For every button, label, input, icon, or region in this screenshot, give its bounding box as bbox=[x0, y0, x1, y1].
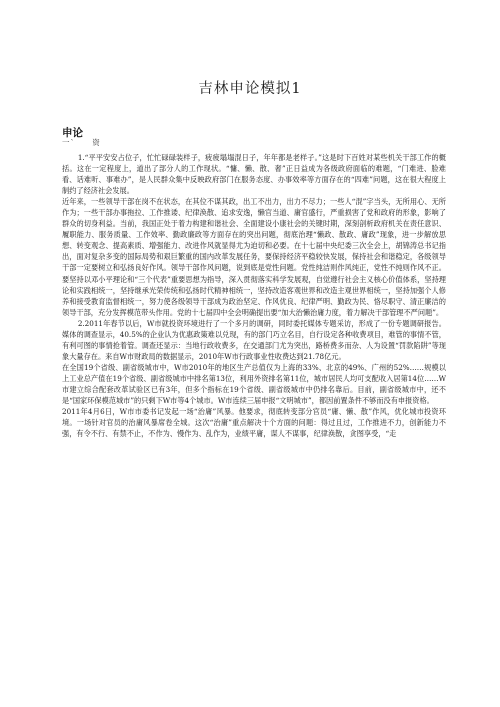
body-text bbox=[62, 152, 446, 439]
paragraph-3: 2.2011年春节以后，W市就投资环境进行了一个多月的调研，同时委托媒体专题采访，形成了一份专题调研报告。媒体的调查显示，40.5%的企业认为优惠政策难以兑现，有的部门巧立名目，自行设定各种收费项目，难管的事情不管，有利可图的事情抢着管。调查还显示：当地行政收费多，在交通部门尤为突出，路桥费多而杂、人为设置“罚款陷阱”等现象大量存在。来自W市财政局的数据显示，2010年W市行政事业性收费达到21.78亿元。 bbox=[62, 318, 446, 361]
paragraph-1: 1.“平平安安占位子，忙忙碌碌装样子，疲疲塌塌混日子，年年都是老样子。”这是时下百姓对某些机关干部工作的概括。这在一定程度上，道出了部分人的工作现状。“慵、懒、散、奢”正日益成为各级政府面临的难题，“门难进、脸难看、话难听、事难办”，是人民群众集中反映政府部门在服务态度、办事效率等方面存在的“四难”问题，这在很大程度上制约了经济社会发展。 bbox=[62, 153, 446, 196]
paragraph-4: 在全国19个省级、副省级城市中，W市2010年的地区生产总值仅为上海的33%、北京的49%、广州的52%……规模以上工业总产值在19个省级、副省级城市中排名第13位，利用外资排名第11位，城市居民人均可支配收入居第14位……W市建立综合配套改革试验区已有3年，但多个指标在19个省级、副省级城市中仍排名靠后。目前，副省级城市中，还不是“国家环保模范城市”的只剩下W市等4个城市。W市连续三届申报“文明城市”，都因前置条件不够而没有申报资格。 bbox=[62, 362, 446, 406]
paragraph-2: 近年来，一些领导干部在岗不在状态，在其位不谋其政，出工不出力，出力不尽力；一些人“混”字当头，无所用心、无所作为；一些干部办事拖拉、工作推诿、纪律涣散、追求安逸，懒官当道、庸官盛行，严重损害了党和政府的形象，影响了群众的切身利益。当前，我国正处于着力构建和谐社会、全面建设小康社会的关键时期，深刻剖析政府机关在责任意识、履职能力、服务质量、工作效率、勤政廉政等方面存在的突出问题，彻底治理“懒政、散政、庸政”现象，进一步解放思想、转变观念、提高素质、增强能力、改进作风就显得尤为迫切和必要。在十七届中央纪委三次全会上，胡锦涛总书记指出，面对复杂多变的国际局势和艰巨繁重的国内改革发展任务，要保持经济平稳较快发展，保持社会和谐稳定，各级领导干部一定要树立和弘扬良好作风。领导干部作风问题，说到底是党性问题。党性纯洁则作风纯正，党性不纯则作风不正。要坚持以邓小平理论和“三个代表”重要思想为指导，深入贯彻落实科学发展观，自觉遵行社会主义核心价值体系，坚持理论和实践相统一，坚持继承光荣传统和弘扬时代精神相统一，坚持改造客观世界和改造主观世界相统一，坚持加强个人修养和接受教育监督相统一，努力使各级领导干部成为政治坚定、作风优良、纪律严明、勤政为民、恪尽职守、清正廉洁的领导干部，充分发挥模范带头作用。党的十七届四中全会明确提出要“加大治懒治庸力度，着力解决干部管理不严问题”。 bbox=[62, 197, 446, 317]
subheading-mark: 一` bbox=[62, 138, 76, 147]
document-title: 吉林申论模拟1 bbox=[198, 81, 302, 97]
paragraph-5: 2011年4月6日，W市市委书记发起一场“治庸”风暴。他要求，彻底转变部分官员“庸、懒、散”作风，优化城市投资环境。一场针对官员的治庸风暴席卷全城。这次“治庸”重点解决十个方面的问题：得过且过，工作推进不力，创新能力不强，有令不行、有禁不止，不作为、慢作为、乱作为，业绩平庸，谋人不谋事，纪律涣散，贪图享受，“走 bbox=[62, 407, 446, 439]
subheading-char: 资 bbox=[92, 138, 101, 147]
subheading bbox=[62, 137, 101, 148]
section-heading: 申论 bbox=[62, 127, 83, 139]
